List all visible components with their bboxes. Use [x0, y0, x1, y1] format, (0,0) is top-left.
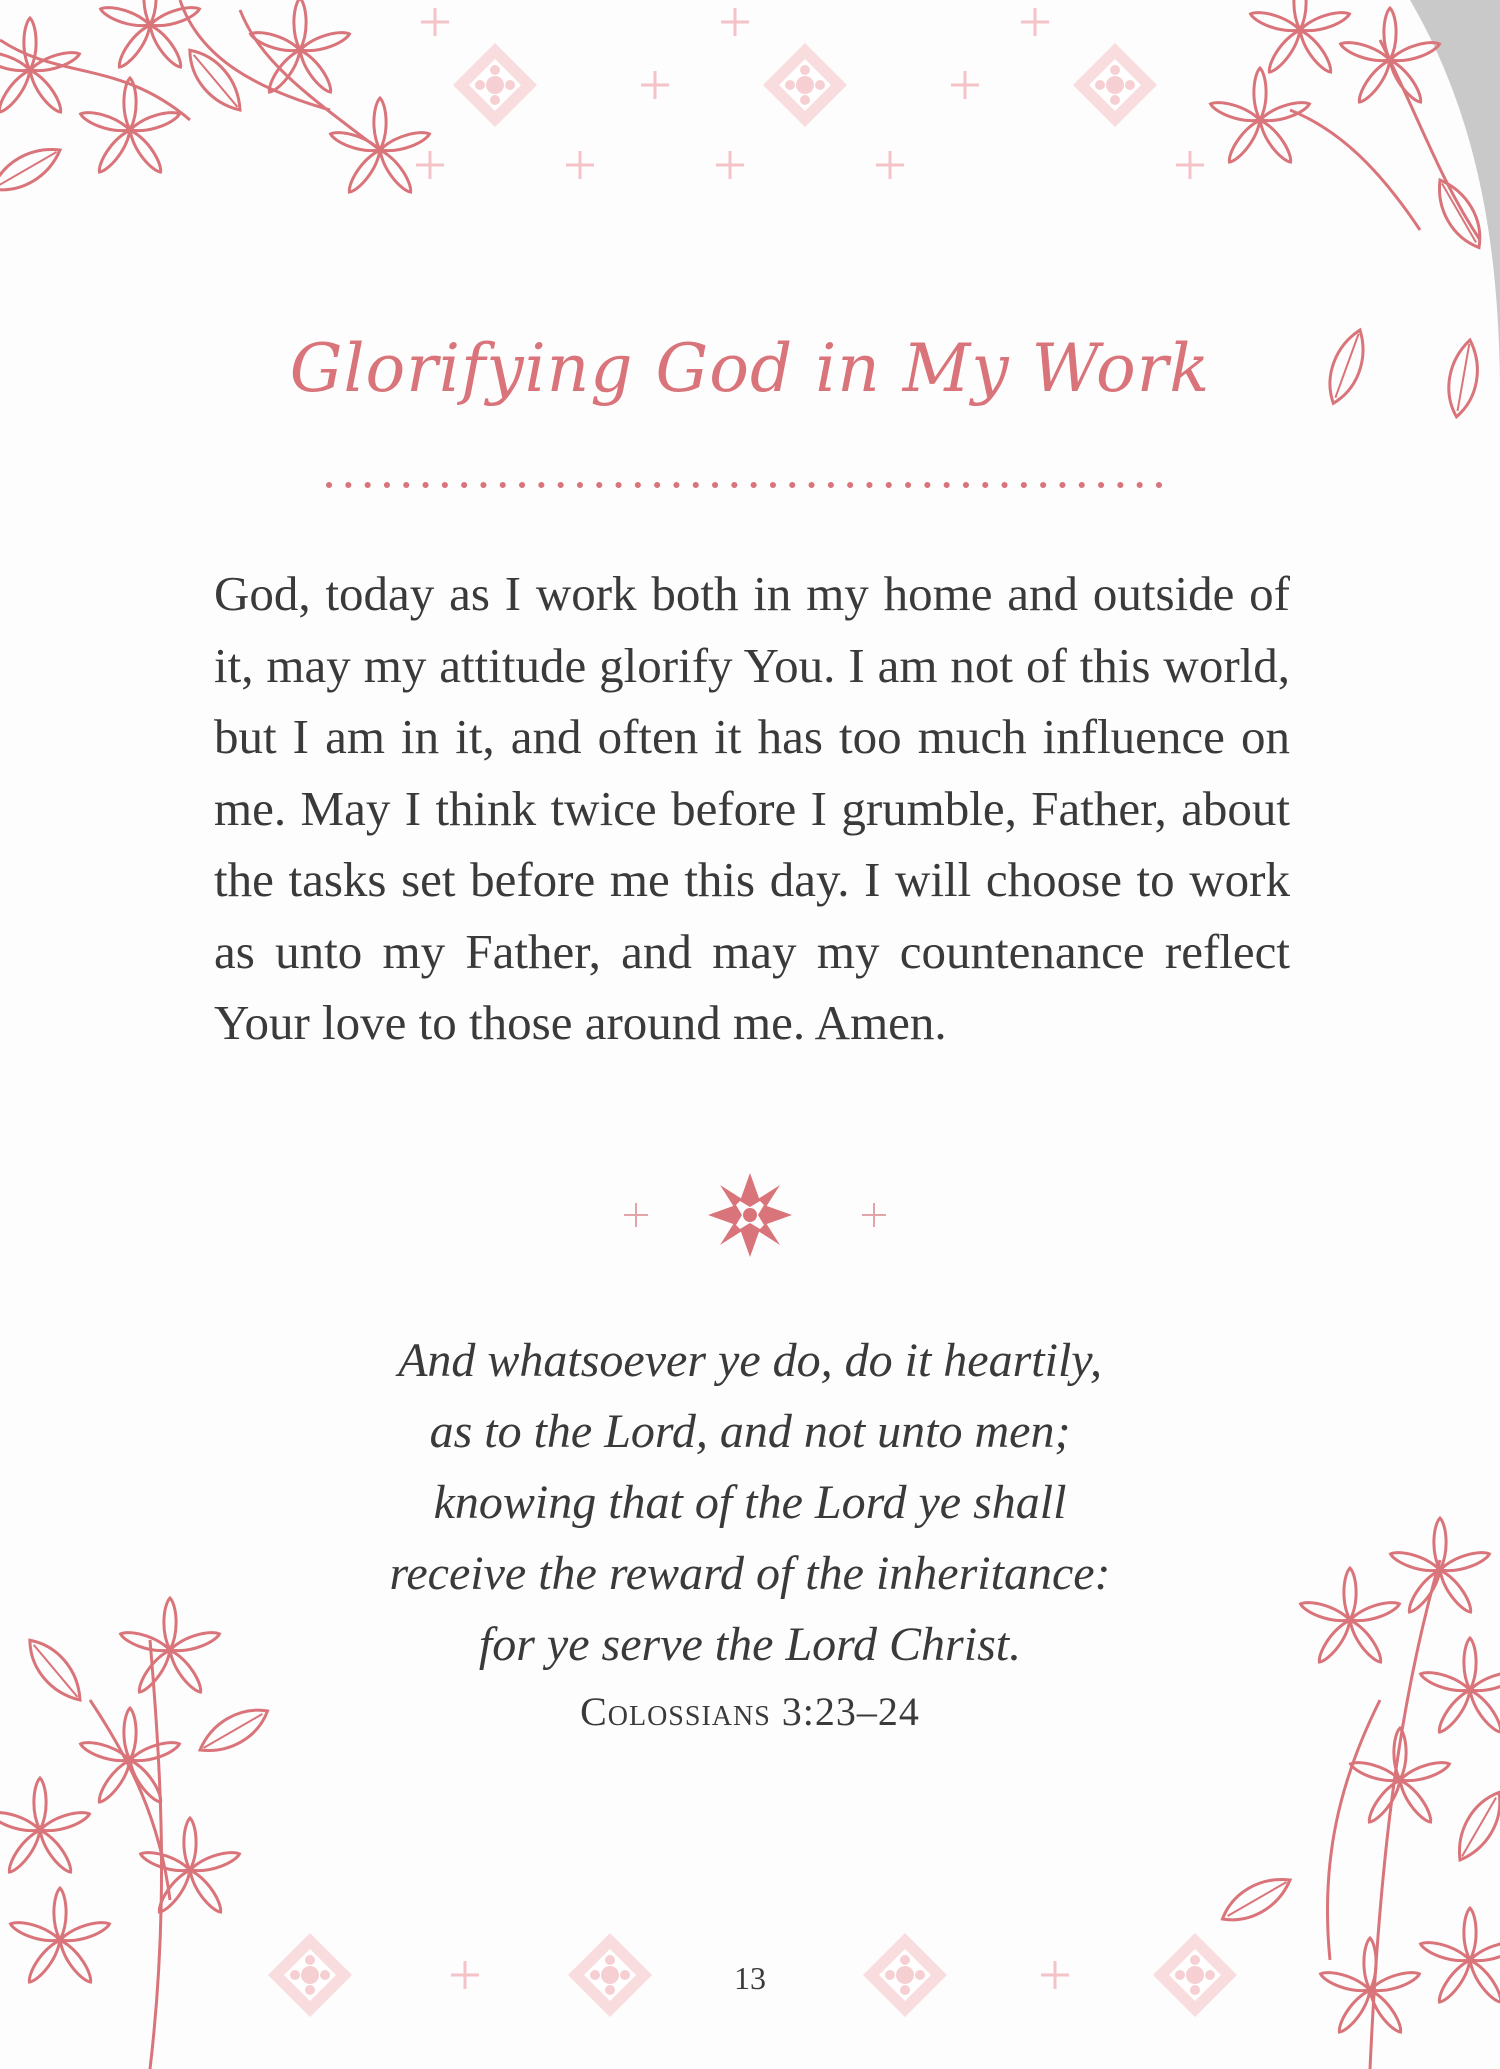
sparkle-icon	[566, 151, 594, 179]
sparkle-icon	[416, 151, 444, 179]
sparkle-icon	[951, 71, 979, 99]
verse-line: receive the reward of the inheritance:	[389, 1547, 1111, 1600]
flower-ornament-icon	[600, 1165, 900, 1265]
floral-corner-icon	[0, 1598, 274, 2069]
page-title: Glorifying God in My Work	[289, 330, 1211, 407]
floral-corner-icon	[0, 0, 431, 201]
sparkle-icon	[641, 71, 669, 99]
verse-line: as to the Lord, and not unto men;	[429, 1405, 1071, 1458]
sparkle-icon	[1021, 8, 1049, 36]
page-corner-shadow	[1380, 0, 1500, 380]
page-number: 13	[734, 1960, 766, 1996]
scripture-verse	[300, 1325, 1200, 1680]
sparkle-icon	[716, 151, 744, 179]
verse-line: for ye serve the Lord Christ.	[478, 1618, 1022, 1671]
scripture-reference: Colossians 3:23–24	[580, 1689, 920, 1734]
dotted-divider	[322, 478, 1174, 492]
diamond-flower-icon	[453, 43, 537, 127]
diamond-flower-icon	[763, 43, 847, 127]
diamond-flower-icon	[1073, 43, 1157, 127]
sparkle-icon	[721, 8, 749, 36]
sparkle-icon	[421, 8, 449, 36]
verse-line: knowing that of the Lord ye shall	[433, 1476, 1067, 1529]
sparkle-icon	[876, 151, 904, 179]
prayer-text: God, today as I work both in my home and outside of it, may my attitude glorify You. I am not of this world, but I am in it, and often it has too much influence on me. May I think twice before I grumble, Father, about the tasks set before me this day. I will choose to work as unto my Father, and may my countenance reflect Your love to those around me. Amen.	[214, 566, 1290, 1050]
verse-line: And whatsoever ye do, do it heartily,	[398, 1334, 1102, 1387]
sparkle-icon	[1176, 151, 1204, 179]
